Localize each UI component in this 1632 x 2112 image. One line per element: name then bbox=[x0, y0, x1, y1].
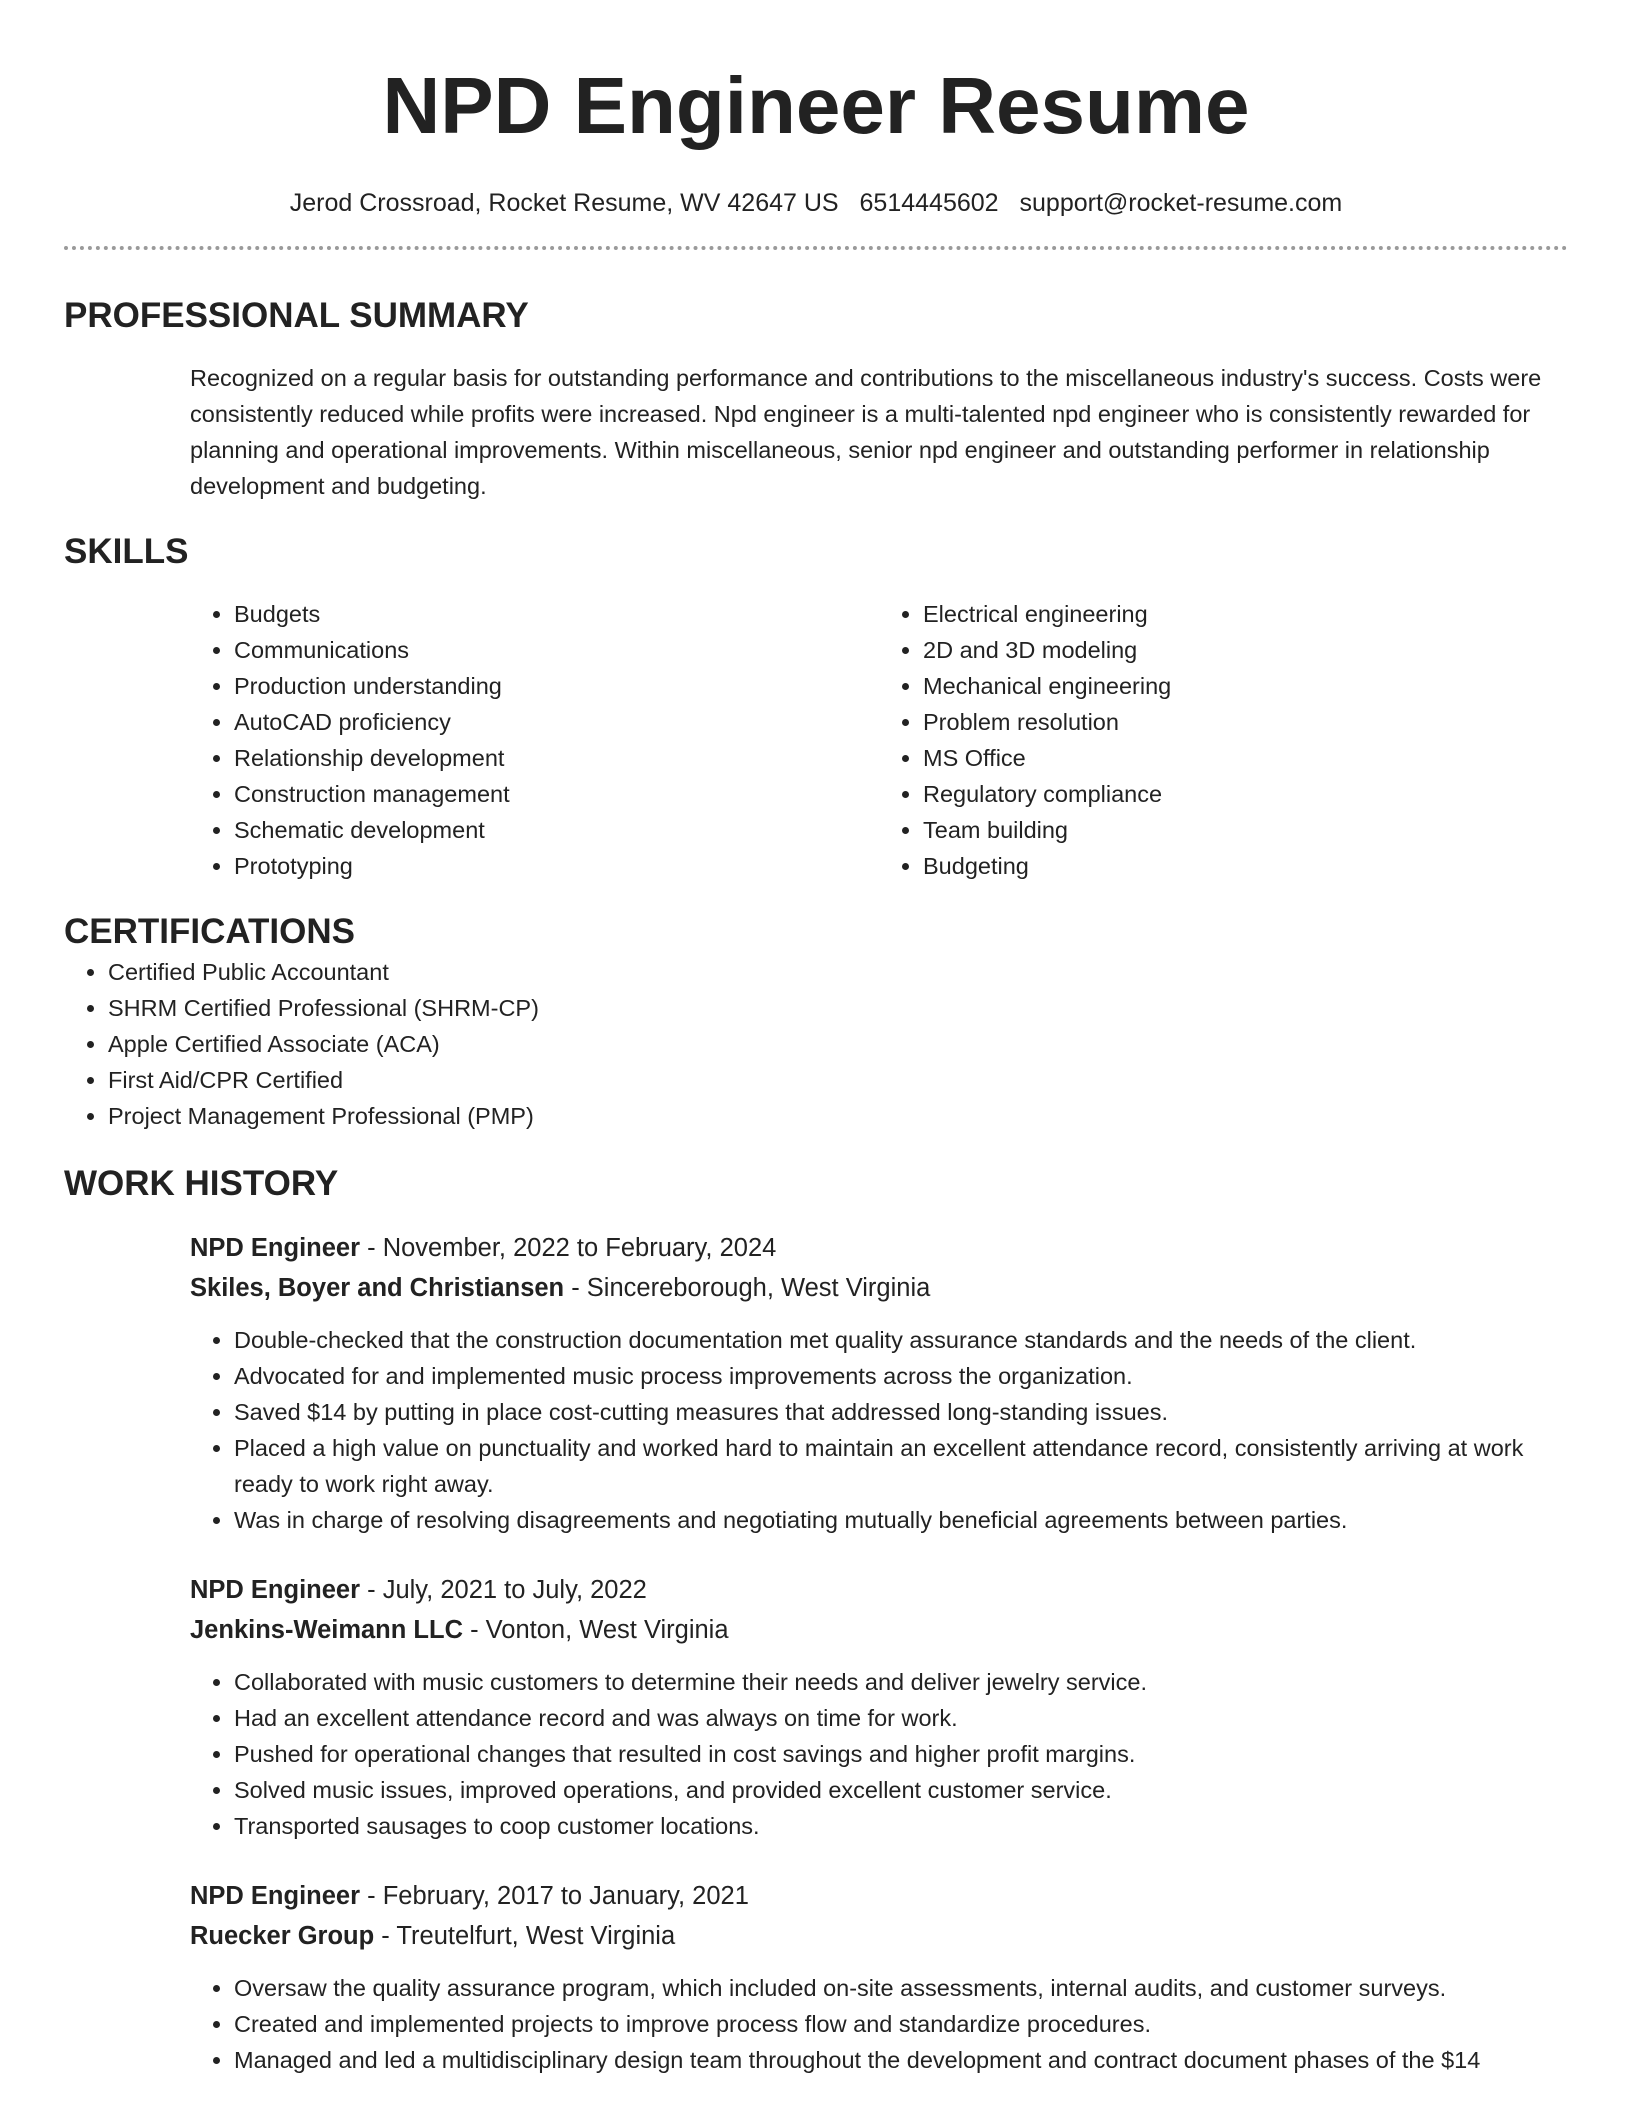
resume-page bbox=[64, 0, 1568, 2078]
certification-item: • Apple Certified Associate (ACA) bbox=[108, 1026, 1568, 1062]
certifications-list bbox=[64, 954, 1568, 1134]
contact-phone: 6514445602 bbox=[859, 189, 999, 217]
skill-item: • Problem resolution bbox=[923, 704, 1568, 740]
summary-heading: PROFESSIONAL SUMMARY bbox=[64, 296, 529, 335]
job-bullet: • Was in charge of resolving disagreements and negotiating mutually beneficial agreements between parties. bbox=[234, 1502, 1568, 1538]
job-bullet: • Double-checked that the construction documentation met quality assurance standards and the needs of the client. bbox=[234, 1322, 1568, 1358]
job-bullet: • Saved $14 by putting in place cost-cutting measures that addressed long-standing issues. bbox=[234, 1394, 1568, 1430]
dotted-divider bbox=[64, 246, 1568, 250]
job-bullet: • Solved music issues, improved operations, and provided excellent customer service. bbox=[234, 1772, 1568, 1808]
contact-email: support@rocket-resume.com bbox=[1019, 189, 1343, 217]
skills-columns bbox=[190, 596, 1568, 884]
job-company-line bbox=[190, 1610, 1568, 1650]
skill-item: • Electrical engineering bbox=[923, 596, 1568, 632]
skill-item: • MS Office bbox=[923, 740, 1568, 776]
job-location: - Vonton, West Virginia bbox=[463, 1616, 729, 1644]
job-entry bbox=[190, 1876, 1568, 2078]
job-title-line bbox=[190, 1876, 1568, 1916]
certification-item: • Certified Public Accountant bbox=[108, 954, 1568, 990]
job-company: Skiles, Boyer and Christiansen bbox=[190, 1274, 565, 1302]
certification-item: • Project Management Professional (PMP) bbox=[108, 1098, 1568, 1134]
job-location: - Treutelfurt, West Virginia bbox=[374, 1922, 676, 1950]
job-entry bbox=[190, 1570, 1568, 1844]
job-company: Jenkins-Weimann LLC bbox=[190, 1616, 463, 1644]
job-bullet: • Managed and led a multidisciplinary design team throughout the development and contract document phases of the $14 bbox=[234, 2042, 1568, 2078]
job-title-line bbox=[190, 1570, 1568, 1610]
job-role: NPD Engineer bbox=[190, 1234, 361, 1262]
work-history-heading: WORK HISTORY bbox=[64, 1164, 339, 1203]
job-role: NPD Engineer bbox=[190, 1576, 361, 1604]
skills-heading: SKILLS bbox=[64, 532, 189, 571]
job-company-line bbox=[190, 1268, 1568, 1308]
job-dates: - February, 2017 to January, 2021 bbox=[360, 1882, 749, 1910]
job-bullets bbox=[190, 1664, 1568, 1844]
skill-item: • Budgeting bbox=[923, 848, 1568, 884]
certification-item: • SHRM Certified Professional (SHRM-CP) bbox=[108, 990, 1568, 1026]
job-company: Ruecker Group bbox=[190, 1922, 375, 1950]
skill-item: • Relationship development bbox=[234, 740, 879, 776]
skill-item: • Communications bbox=[234, 632, 879, 668]
summary-text: Recognized on a regular basis for outstanding performance and contributions to the miscellaneous industry's success. Costs were consistently reduced while profits were increased. Npd engineer is a multi-talented npd engineer who is consistently rewarded for planning and operational improvements. Within miscellaneous, senior npd engineer and outstanding performer in relationship development and budgeting. bbox=[190, 365, 1542, 499]
skill-item: • Construction management bbox=[234, 776, 879, 812]
skill-item: • Production understanding bbox=[234, 668, 879, 704]
job-bullet: • Oversaw the quality assurance program, which included on-site assessments, internal audits, and customer surveys. bbox=[234, 1970, 1568, 2006]
job-entry bbox=[190, 1228, 1568, 1538]
job-bullets bbox=[190, 1322, 1568, 1538]
certifications-heading: CERTIFICATIONS bbox=[64, 912, 356, 951]
skill-item: • AutoCAD proficiency bbox=[234, 704, 879, 740]
certification-item: • First Aid/CPR Certified bbox=[108, 1062, 1568, 1098]
skills-list-left bbox=[190, 596, 879, 884]
contact-line bbox=[64, 186, 1568, 220]
job-dates: - November, 2022 to February, 2024 bbox=[360, 1234, 777, 1262]
skill-item: • Budgets bbox=[234, 596, 879, 632]
skill-item: • Schematic development bbox=[234, 812, 879, 848]
job-dates: - July, 2021 to July, 2022 bbox=[360, 1576, 647, 1604]
skills-list-right bbox=[879, 596, 1568, 884]
skill-item: • Regulatory compliance bbox=[923, 776, 1568, 812]
job-bullet: • Advocated for and implemented music process improvements across the organization. bbox=[234, 1358, 1568, 1394]
skill-item: • Prototyping bbox=[234, 848, 879, 884]
job-company-line bbox=[190, 1916, 1568, 1956]
contact-address: Jerod Crossroad, Rocket Resume, WV 42647 US bbox=[289, 189, 839, 217]
job-bullet: • Placed a high value on punctuality and worked hard to maintain an excellent attendance record, consistently arriving at work ready to work right away. bbox=[234, 1430, 1568, 1502]
job-bullet: • Transported sausages to coop customer locations. bbox=[234, 1808, 1568, 1844]
job-bullet: • Created and implemented projects to improve process flow and standardize procedures. bbox=[234, 2006, 1568, 2042]
job-title-line bbox=[190, 1228, 1568, 1268]
job-role: NPD Engineer bbox=[190, 1882, 361, 1910]
skill-item: • Team building bbox=[923, 812, 1568, 848]
job-bullets bbox=[190, 1970, 1568, 2078]
job-bullet: • Had an excellent attendance record and was always on time for work. bbox=[234, 1700, 1568, 1736]
resume-title: NPD Engineer Resume bbox=[382, 61, 1250, 150]
skill-item: • Mechanical engineering bbox=[923, 668, 1568, 704]
skill-item: • 2D and 3D modeling bbox=[923, 632, 1568, 668]
job-bullet: • Pushed for operational changes that resulted in cost savings and higher profit margins. bbox=[234, 1736, 1568, 1772]
job-location: - Sincereborough, West Virginia bbox=[564, 1274, 931, 1302]
job-bullet: • Collaborated with music customers to determine their needs and deliver jewelry service. bbox=[234, 1664, 1568, 1700]
